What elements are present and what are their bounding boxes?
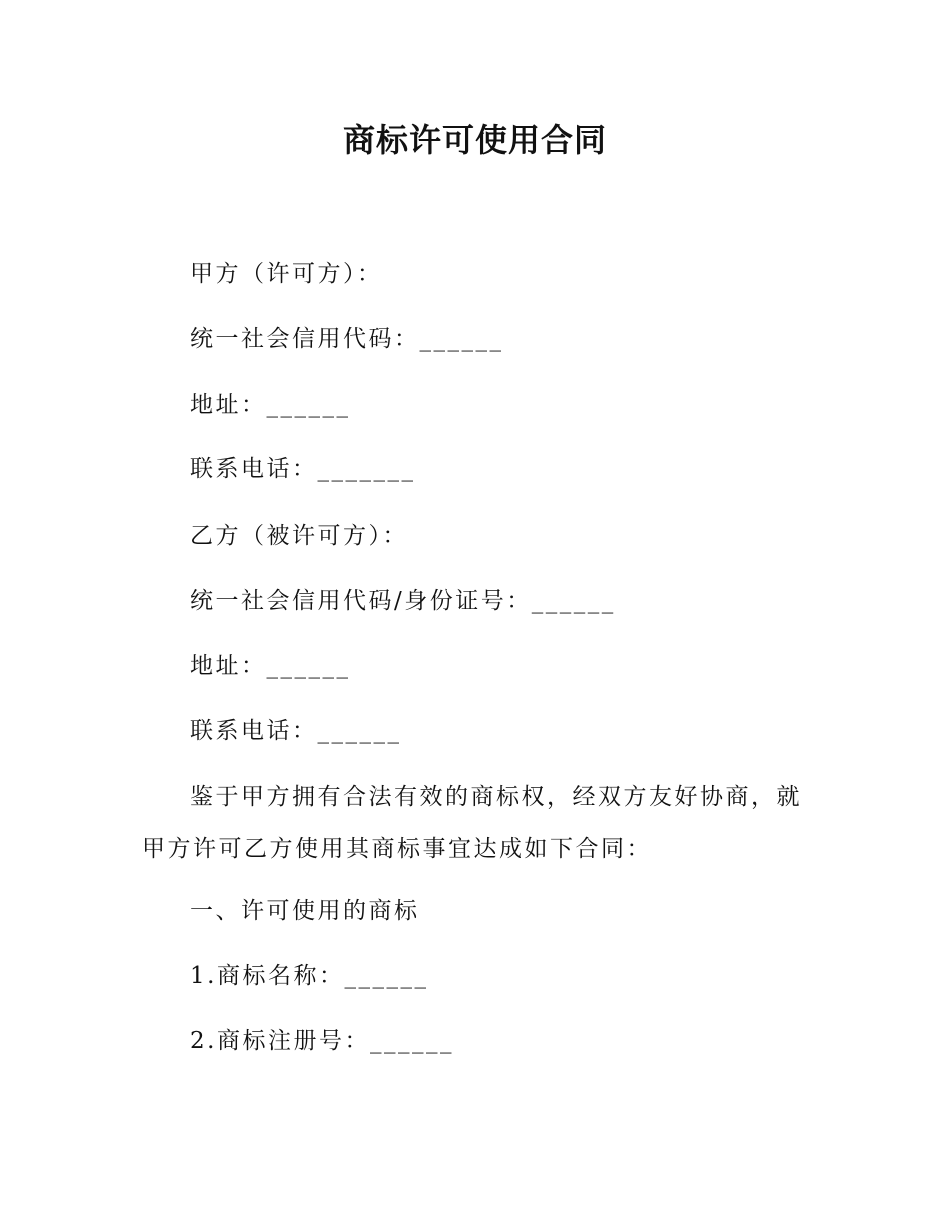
party-a-phone: 联系电话：_______: [190, 456, 416, 482]
party-a-credit-code: 统一社会信用代码：______: [190, 326, 504, 352]
party-b-id: 统一社会信用代码/身份证号：______: [190, 588, 616, 614]
section-heading-licensed-trademark: 一、许可使用的商标: [190, 898, 420, 924]
party-a-heading: 甲方（许可方）：: [190, 261, 383, 287]
party-a-address: 地址：______: [190, 392, 351, 418]
trademark-registration-number-line: 2.商标注册号：______: [190, 1028, 454, 1054]
trademark-name-line: 1.商标名称：______: [190, 963, 429, 989]
party-b-address: 地址：______: [190, 653, 351, 679]
document-title: 商标许可使用合同: [342, 121, 607, 159]
party-b-phone: 联系电话：______: [190, 718, 402, 744]
party-b-heading: 乙方（被许可方）：: [190, 523, 408, 549]
preamble-paragraph: 鉴于甲方拥有合法有效的商标权，经双方友好协商，就甲方许可乙方使用其商标事宜达成如下合同：: [142, 784, 802, 862]
